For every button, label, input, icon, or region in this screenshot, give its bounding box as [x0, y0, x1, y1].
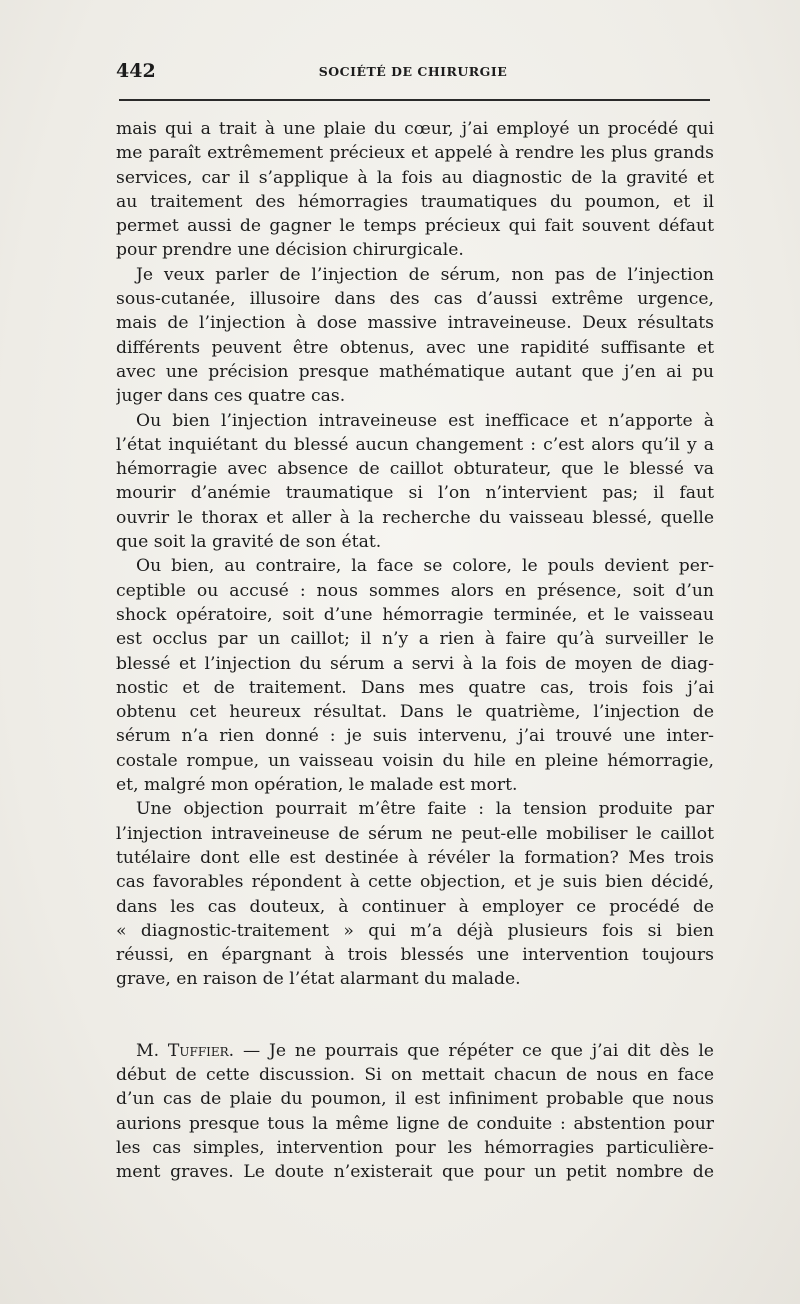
running-head: SOCIÉTÉ DE CHIRURGIE — [318, 64, 508, 79]
text-line: différents peuvent être obtenus, avec une rapidité suffisante et — [116, 337, 714, 358]
text-line: costale rompue, un vaisseau voisin du hile en pleine hémorragie, — [116, 750, 714, 771]
text-line: d’un cas de plaie du poumon, il est infiniment probable que nous — [116, 1089, 714, 1110]
text-line: début de cette discussion. Si on mettait chacun de nous en face — [116, 1064, 714, 1085]
text-line: Ou bien l’injection intraveineuse est inefficace et n’apporte à — [136, 410, 714, 431]
paragraph — [116, 409, 714, 555]
text-line: l’état inquiétant du blessé aucun changement : c’est alors qu’il y a — [116, 434, 714, 455]
text-line: Je veux parler de l’injection de sérum, non pas de l’injection — [136, 264, 714, 285]
paragraph — [116, 797, 714, 991]
text-line: et, malgré mon opération, le malade est mort. — [116, 775, 518, 796]
paragraph — [116, 117, 714, 263]
text-line: services, car il s’applique à la fois au diagnostic de la gravité et — [116, 167, 714, 188]
text-line: au traitement des hémorragies traumatiques du poumon, et il — [116, 191, 714, 212]
text-line: les cas simples, intervention pour les hémorragies particulière- — [116, 1137, 714, 1158]
text-line: juger dans ces quatre cas. — [116, 386, 346, 407]
text-line: hémorragie avec absence de caillot obturateur, que le blessé va — [116, 459, 714, 480]
text-line: Une objection pourrait m’être faite : la tension produite par — [136, 799, 714, 820]
text-line: grave, en raison de l’état alarmant du malade. — [116, 969, 521, 990]
body-text — [116, 117, 714, 1184]
text-line: tutélaire dont elle est destinée à révéler la formation? Mes trois — [116, 847, 714, 868]
text-line: shock opératoire, soit d’une hémorragie terminée, et le vaisseau — [116, 604, 714, 625]
speaker-text: — Je ne pourrais que répéter ce que j’ai dit dès le — [234, 1040, 714, 1061]
text-line: mourir d’anémie traumatique si l’on n’intervient pas; il faut — [116, 483, 714, 504]
text-line: nostic et de traitement. Dans mes quatre cas, trois fois j’ai — [116, 677, 714, 698]
text-line — [116, 1039, 714, 1063]
text-line: permet aussi de gagner le temps précieux qui fait souvent défaut — [116, 216, 714, 237]
text-line: sérum n’a rien donné : je suis intervenu, j’ai trouvé une inter- — [116, 726, 714, 747]
text-line: dans les cas douteux, à continuer à employer ce procédé de — [116, 896, 714, 917]
page-number: 442 — [116, 60, 156, 82]
section-gap — [116, 992, 714, 1039]
text-line: mais qui a trait à une plaie du cœur, j’ai employé un procédé qui — [116, 119, 714, 139]
text-line: obtenu cet heureux résultat. Dans le quatrième, l’injection de — [116, 702, 714, 723]
text-line: réussi, en épargnant à trois blessés une intervention toujours — [116, 945, 714, 966]
text-line: est occlus par un caillot; il n’y a rien à faire qu’à surveiller le — [116, 629, 714, 650]
paragraph — [116, 263, 714, 409]
text-line: me paraît extrêmement précieux et appelé à rendre les plus grands — [116, 143, 714, 164]
page-header — [116, 60, 710, 86]
text-line: sous-cutanée, illusoire dans des cas d’aussi extrême urgence, — [116, 289, 714, 310]
text-line: Ou bien, au contraire, la face se colore, le pouls devient per- — [136, 556, 714, 577]
text-line: ouvrir le thorax et aller à la recherche du vaisseau blessé, quelle — [116, 507, 714, 528]
text-line: que soit la gravité de son état. — [116, 532, 382, 553]
paragraph — [116, 554, 714, 797]
text-line: blessé et l’injection du sérum a servi à la fois de moyen de diag- — [116, 653, 714, 674]
text-line: « diagnostic-traitement » qui m’a déjà plusieurs fois si bien — [116, 920, 714, 941]
text-line: ceptible ou accusé : nous sommes alors en présence, soit d’un — [116, 580, 714, 601]
text-line: l’injection intraveineuse de sérum ne peut-elle mobiliser le caillot — [116, 823, 714, 844]
text-line: cas favorables répondent à cette objection, et je suis bien décidé, — [116, 872, 714, 893]
text-line: ment graves. Le doute n’existerait que pour un petit nombre de — [116, 1162, 714, 1183]
text-line: mais de l’injection à dose massive intraveineuse. Deux résultats — [116, 313, 714, 334]
header-rule — [119, 99, 710, 101]
speaker-name: M. Tuffier. — [136, 1040, 235, 1061]
tuffier-paragraph — [116, 1039, 714, 1185]
text-line: pour prendre une décision chirurgicale. — [116, 240, 464, 261]
text-line: aurions presque tous la même ligne de conduite : abstention pour — [116, 1113, 714, 1134]
text-line: avec une précision presque mathématique autant que j’en ai pu — [116, 361, 714, 382]
